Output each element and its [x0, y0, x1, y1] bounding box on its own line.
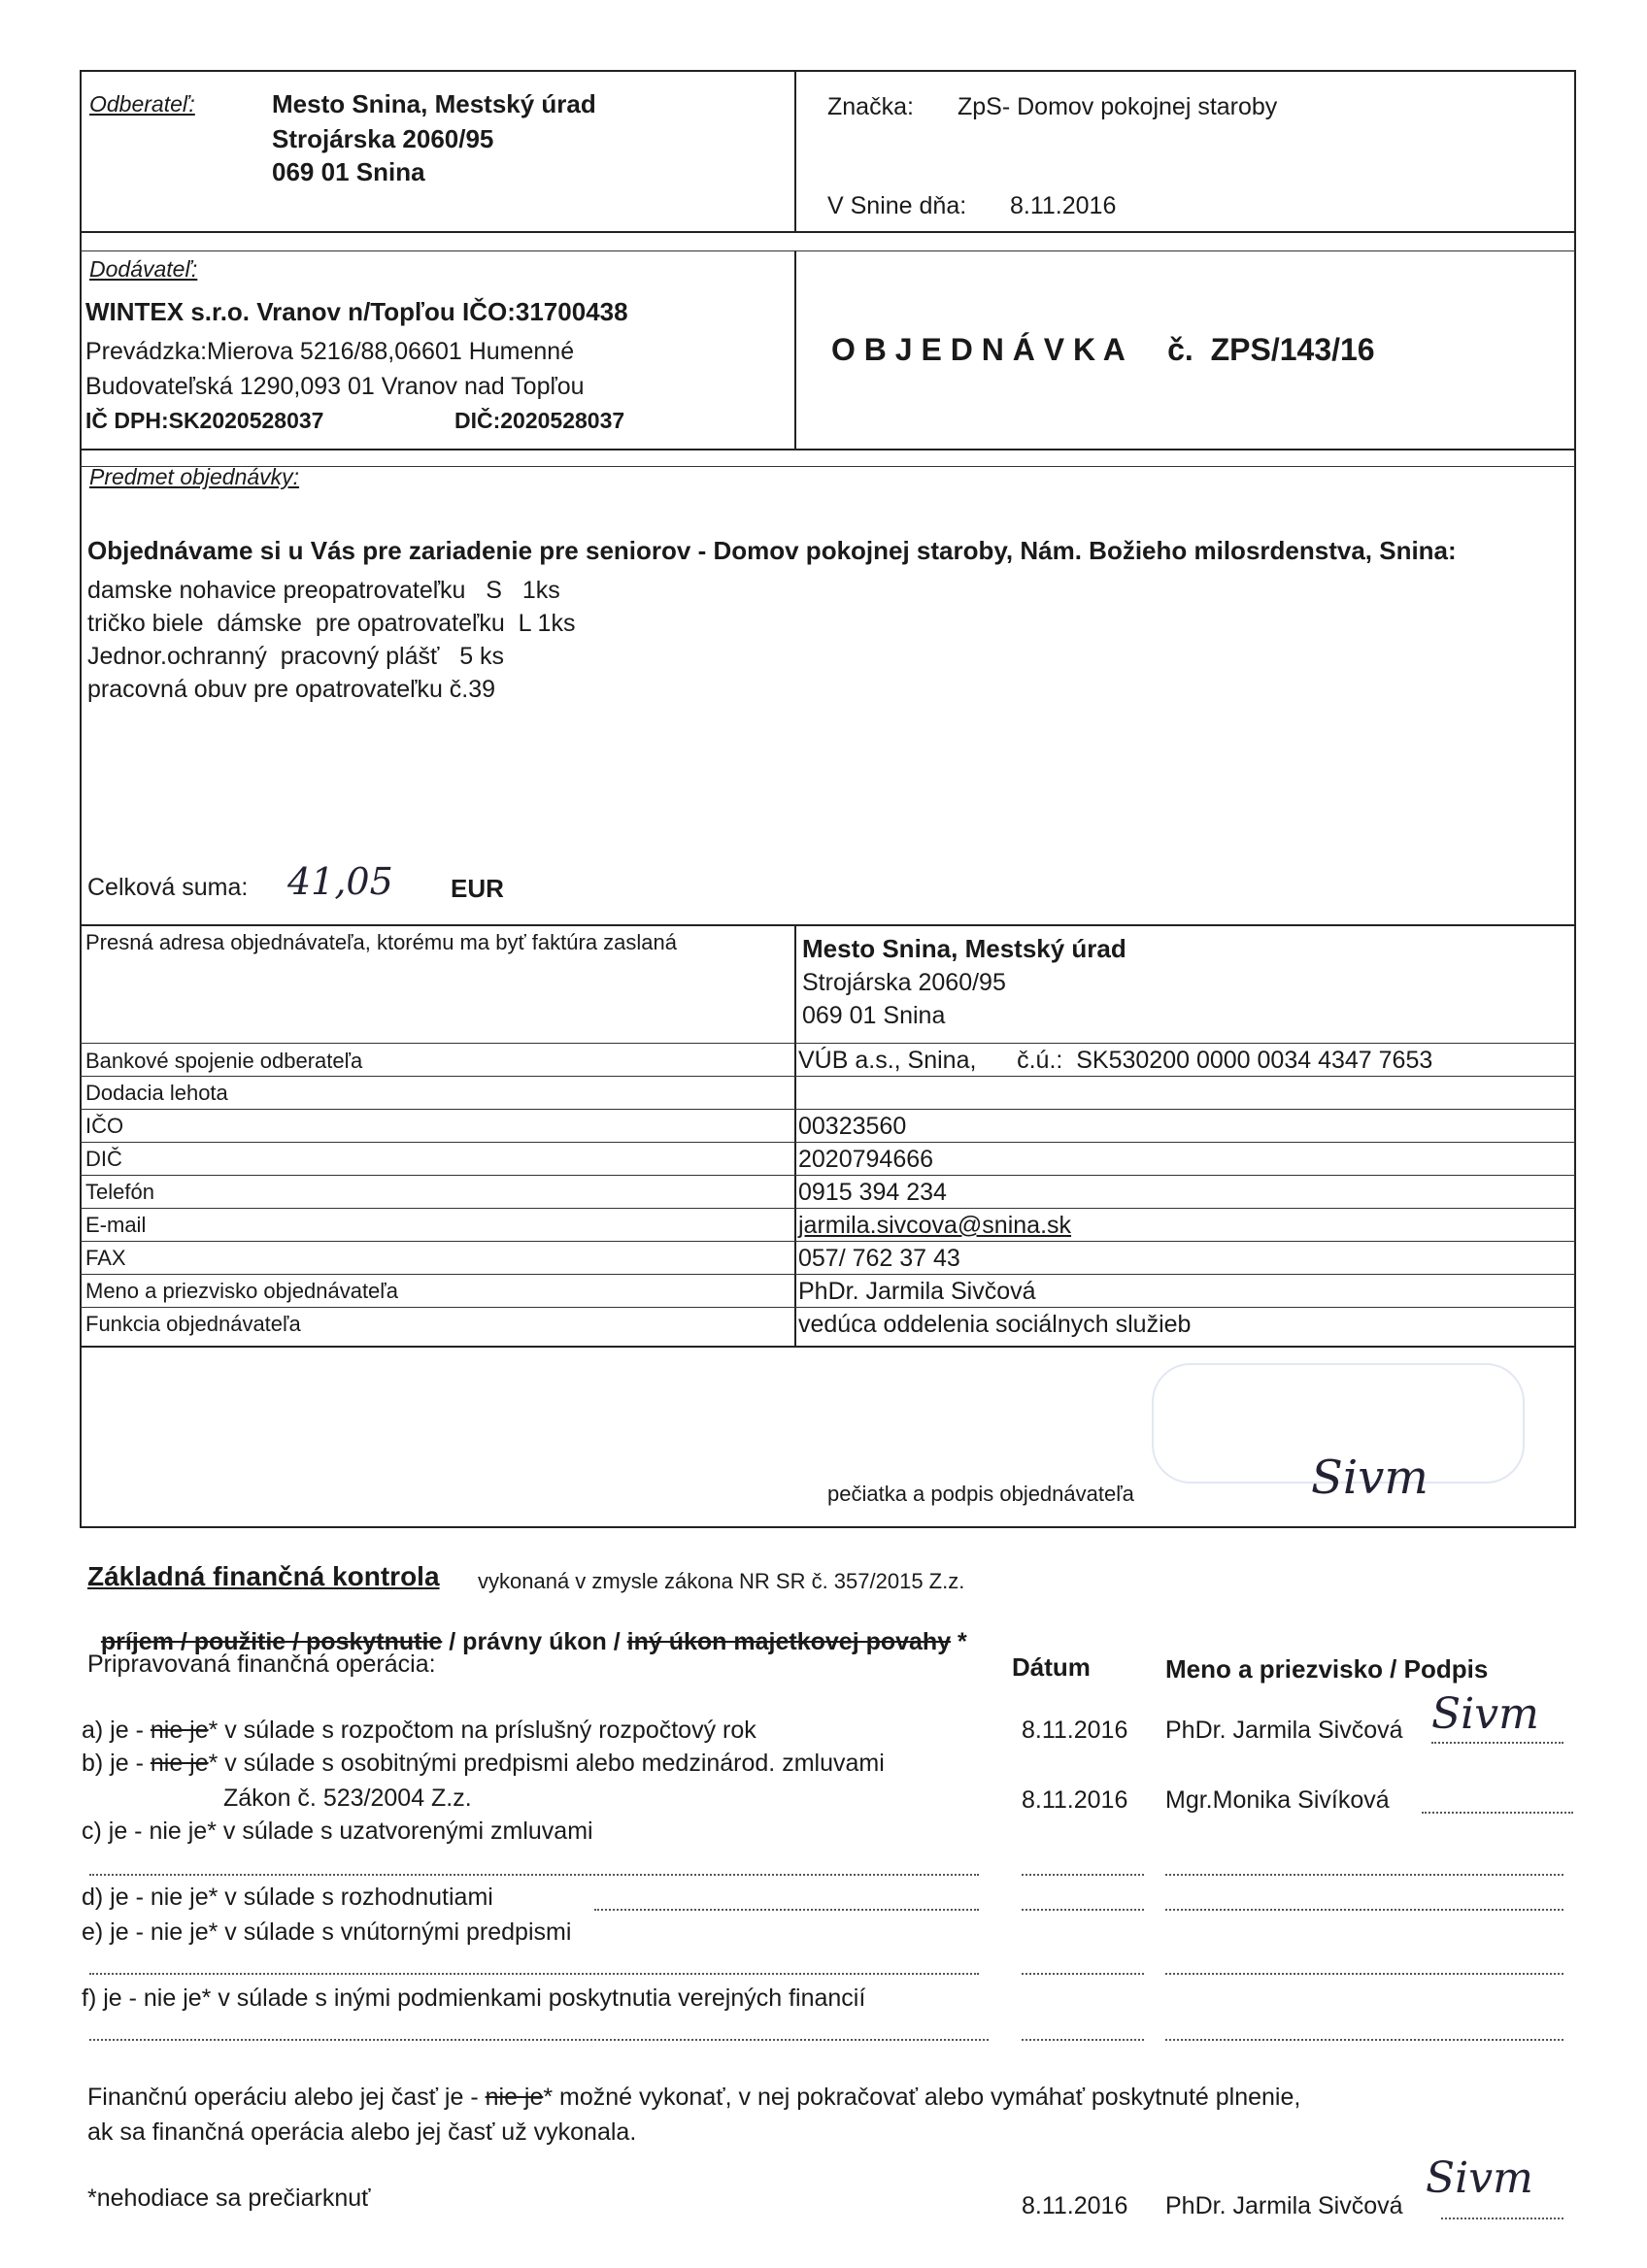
stamp-label: pečiatka a podpis objednávateľa: [827, 1482, 1134, 1506]
supplier-line1: WINTEX s.r.o. Vranov n/Topľou IČO:31700438: [85, 297, 628, 326]
row-f-dots: [89, 2039, 989, 2041]
middle-divider-details: [794, 924, 796, 1346]
divider-supplier-2: [80, 466, 1575, 467]
subject-item: pracovná obuv pre opatrovateľku č.39: [87, 676, 496, 703]
supplier-line3: Budovateľská 1290,093 01 Vranov nad Topľou: [85, 373, 585, 400]
row-a-signature: Sivm: [1431, 1689, 1539, 1739]
supplier-dic: DIČ:2020528037: [454, 408, 625, 433]
function-value: vedúca oddelenia sociálnych služieb: [798, 1311, 1192, 1338]
row-a-date: 8.11.2016: [1022, 1717, 1128, 1744]
row-d-dots: [594, 1909, 979, 1911]
row-b: [82, 1750, 885, 1778]
order-title: O B J E D N Á V K A č. ZPS/143/16: [831, 332, 1375, 367]
row-a-name: PhDr. Jarmila Sivčová: [1165, 1717, 1403, 1744]
row-a: [82, 1717, 756, 1745]
final-statement-line1: [87, 2084, 1300, 2112]
email-value[interactable]: jarmila.sivcova@snina.sk: [798, 1212, 1072, 1239]
subject-item: damske nohavice preopatrovateľku S 1ks: [87, 577, 560, 604]
bottom-border: [80, 1526, 1576, 1528]
row-divider: [80, 1274, 1575, 1275]
address-line3: 069 01 Snina: [802, 1002, 946, 1029]
row-b-post: * v súlade s osobitnými predpismi alebo medzinárod. zmluvami: [208, 1750, 885, 1777]
odberatel-city: 069 01 Snina: [272, 157, 425, 186]
row-divider: [80, 1241, 1575, 1242]
row-e: e) je - nie je* v súlade s vnútornými predpismi: [82, 1918, 572, 1946]
row-divider: [80, 1076, 1575, 1077]
control-scope-line: [87, 1600, 967, 1656]
row-d-name-dots: [1165, 1909, 1563, 1911]
final-pre: Finančnú operáciu alebo jej časť je -: [87, 2084, 486, 2111]
znacka-value: ZpS- Domov pokojnej staroby: [958, 93, 1278, 120]
row-divider: [80, 1142, 1575, 1143]
row-divider: [80, 1043, 1575, 1044]
total-value: 41,05: [287, 860, 393, 903]
odberatel-label: Odberateľ:: [89, 91, 195, 117]
fax-value: 057/ 762 37 43: [798, 1245, 960, 1272]
odberatel-street: Strojárska 2060/95: [272, 124, 494, 153]
email-label: E-mail: [85, 1213, 147, 1237]
znacka-label: Značka:: [827, 93, 914, 120]
bank-label: Bankové spojenie odberateľa: [85, 1049, 363, 1073]
row-a-pre: a) je -: [82, 1717, 151, 1744]
row-divider: [80, 1208, 1575, 1209]
middle-divider-top: [794, 70, 796, 231]
col-name-header: Meno a priezvisko / Podpis: [1165, 1654, 1489, 1684]
control-title-suffix: vykonaná v zmysle zákona NR SR č. 357/2015 Z.z.: [478, 1569, 965, 1593]
scope-mid: / právny úkon /: [442, 1628, 627, 1655]
final-name: PhDr. Jarmila Sivčová: [1165, 2192, 1403, 2219]
row-d: d) je - nie je* v súlade s rozhodnutiami: [82, 1884, 493, 1911]
left-border: [80, 70, 82, 1526]
scope-struck-1: príjem / použitie / poskytnutie: [100, 1628, 443, 1655]
row-divider: [80, 1307, 1575, 1308]
function-label: Funkcia objednávateľa: [85, 1312, 301, 1336]
name-value: PhDr. Jarmila Sivčová: [798, 1278, 1036, 1305]
odberatel-name: Mesto Snina, Mestský úrad: [272, 89, 596, 118]
address-line2: Strojárska 2060/95: [802, 969, 1006, 996]
dic-label: DIČ: [85, 1147, 122, 1171]
total-label: Celková suma:: [87, 874, 249, 901]
address-line1: Mesto Snina, Mestský úrad: [802, 934, 1126, 963]
row-a-strike: nie je: [150, 1717, 209, 1744]
divider-header-2: [80, 250, 1575, 251]
row-f-date-dots: [1022, 2039, 1144, 2041]
right-border: [1574, 70, 1576, 1526]
row-b-pre: b) je -: [82, 1750, 151, 1777]
row-b-date: 8.11.2016: [1022, 1786, 1128, 1814]
fax-label: FAX: [85, 1246, 126, 1270]
scope-tail: *: [951, 1628, 967, 1655]
date-label: V Snine dňa:: [827, 192, 967, 219]
bank-value: VÚB a.s., Snina, č.ú.: SK530200 0000 0034 4347 7653: [798, 1047, 1433, 1074]
row-d-date-dots: [1022, 1909, 1144, 1911]
total-currency: EUR: [451, 874, 504, 903]
footnote: *nehodiace sa prečiarknuť: [87, 2185, 371, 2212]
final-statement-line2: ak sa finančná operácia alebo jej časť už vykonala.: [87, 2118, 637, 2146]
row-f-name-dots: [1165, 2039, 1563, 2041]
row-e-dots: [89, 1973, 979, 1975]
delivery-label: Dodacia lehota: [85, 1081, 228, 1105]
operation-label: Pripravovaná finančná operácia:: [87, 1651, 436, 1678]
date-value: 8.11.2016: [1010, 192, 1117, 219]
row-divider: [80, 1109, 1575, 1110]
final-signature: Sivm: [1426, 2153, 1533, 2203]
supplier-line2: Prevádzka:Mierova 5216/88,06601 Humenné: [85, 338, 575, 365]
final-date: 8.11.2016: [1022, 2192, 1128, 2219]
row-c-date-dots: [1022, 1874, 1144, 1876]
control-title: Základná finančná kontrola: [87, 1561, 440, 1591]
ico-label: IČO: [85, 1114, 124, 1138]
row-b-signature-line: [1422, 1812, 1573, 1814]
subject-intro: Objednávame si u Vás pre zariadenie pre seniorov - Domov pokojnej staroby, Nám. Božieho milosrdenstva, Snina:: [87, 536, 1457, 565]
row-b-strike: nie je: [150, 1750, 209, 1777]
name-label: Meno a priezvisko objednávateľa: [85, 1279, 398, 1303]
row-a-signature-line: [1431, 1742, 1563, 1744]
subject-item: tričko biele dámske pre opatrovateľku L 1ks: [87, 610, 576, 637]
subject-item: Jednor.ochranný pracovný plášť 5 ks: [87, 643, 505, 670]
row-e-name-dots: [1165, 1973, 1563, 1975]
row-c-name-dots: [1165, 1874, 1563, 1876]
final-signature-line: [1441, 2218, 1563, 2219]
row-a-post: * v súlade s rozpočtom na príslušný rozpočtový rok: [208, 1717, 756, 1744]
subject-label: Predmet objednávky:: [89, 464, 300, 489]
top-border: [80, 70, 1575, 72]
col-date-header: Dátum: [1012, 1652, 1091, 1682]
final-strike: nie je: [485, 2084, 544, 2111]
divider-header: [80, 231, 1575, 233]
ico-value: 00323560: [798, 1113, 907, 1140]
divider-supplier: [80, 449, 1575, 450]
row-c-dots: [89, 1874, 979, 1876]
address-label: Presná adresa objednávateľa, ktorému ma byť faktúra zaslaná: [85, 930, 678, 954]
orderer-signature: Sivm: [1311, 1451, 1429, 1505]
supplier-ic-dph: IČ DPH:SK2020528037: [85, 408, 324, 433]
divider-subject: [80, 924, 1575, 926]
row-f: f) je - nie je* v súlade s inými podmienkami poskytnutia verejných financií: [82, 1984, 866, 2012]
middle-divider-supplier: [794, 250, 796, 449]
divider-details-end: [80, 1346, 1575, 1348]
row-b-name: Mgr.Monika Sivíková: [1165, 1786, 1390, 1814]
dic-value: 2020794666: [798, 1146, 934, 1173]
phone-value: 0915 394 234: [798, 1179, 947, 1206]
phone-label: Telefón: [85, 1180, 154, 1204]
supplier-label: Dodávateľ:: [89, 256, 198, 282]
row-b-law: Zákon č. 523/2004 Z.z.: [223, 1784, 472, 1812]
scope-struck-2: iný úkon majetkovej povahy: [626, 1628, 952, 1655]
row-e-date-dots: [1022, 1973, 1144, 1975]
final-post: * možné vykonať, v nej pokračovať alebo vymáhať poskytnuté plnenie,: [543, 2084, 1301, 2111]
row-divider: [80, 1175, 1575, 1176]
row-c: c) je - nie je* v súlade s uzatvorenými zmluvami: [82, 1818, 593, 1845]
